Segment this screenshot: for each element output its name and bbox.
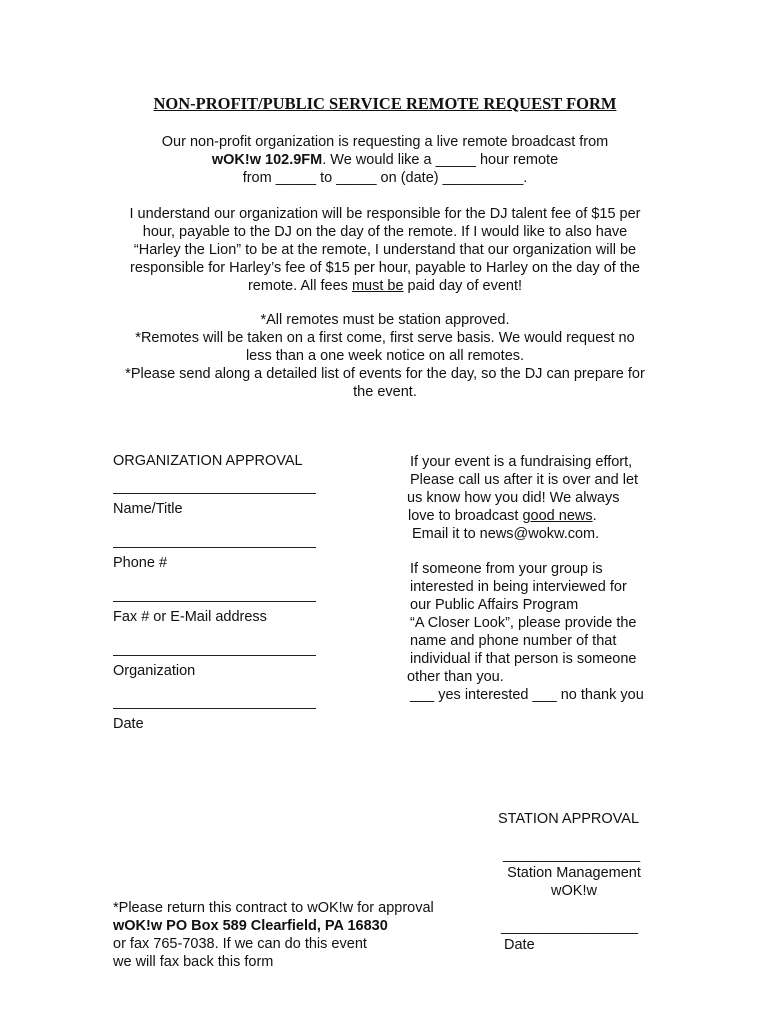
date-field[interactable] xyxy=(113,708,373,733)
note-line: Please call us after it is over and let xyxy=(410,472,639,488)
field-label: Date xyxy=(113,716,144,732)
name-title-field[interactable] xyxy=(113,493,373,518)
field-label: Fax # or E-Mail address xyxy=(113,609,267,625)
station-management-line[interactable]: _________________ xyxy=(503,847,641,863)
station-date-label: Date xyxy=(504,937,535,953)
rule-line: the event. xyxy=(353,384,417,400)
return-line: *Please return this contract to wOK!w for approval xyxy=(113,900,434,916)
return-line: we will fax back this form xyxy=(113,954,274,970)
station-address: wOK!w PO Box 589 Clearfield, PA 16830 xyxy=(113,918,388,934)
responsibility-line: hour, payable to the DJ on the day of the remote. If I would like to also have xyxy=(142,224,628,240)
intro-line: Our non-profit organization is requesting a live remote broadcast from xyxy=(161,134,609,150)
rule-line: *Please send along a detailed list of events for the day, so the DJ can prepare for xyxy=(125,366,645,382)
rule-line: *Remotes will be taken on a first come, first serve basis. We would request no xyxy=(135,330,635,346)
station-date-line[interactable]: _________________ xyxy=(501,919,639,935)
signature-line[interactable] xyxy=(113,601,316,602)
note-line: us know how you did! We always xyxy=(407,490,620,506)
intro-line xyxy=(100,151,670,169)
interview-choice[interactable]: ___ yes interested ___ no thank you xyxy=(410,687,644,703)
station-name: wOK!w 102.9FM xyxy=(211,152,323,168)
rules-paragraph xyxy=(90,311,680,401)
responsibility-line: responsible for Harley’s fee of $15 per hour, payable to Harley on the day of the xyxy=(130,260,640,276)
note-line: If someone from your group is xyxy=(410,561,603,577)
note-line: other than you. xyxy=(407,669,504,685)
note-line: our Public Affairs Program xyxy=(410,597,579,613)
fax-email-field[interactable] xyxy=(113,601,373,626)
organization-approval-heading: ORGANIZATION APPROVAL xyxy=(113,453,303,469)
fundraising-note xyxy=(407,453,667,543)
intro-line-text: . We would like a _____ hour remote xyxy=(322,152,559,168)
signature-line[interactable] xyxy=(113,655,316,656)
note-line xyxy=(407,507,667,525)
responsibility-line: “Harley the Lion” to be at the remote, I understand that our organization will be xyxy=(133,242,637,258)
rule-line: *All remotes must be station approved. xyxy=(260,312,510,328)
field-label: Phone # xyxy=(113,555,168,571)
signature-line[interactable] xyxy=(113,547,316,548)
return-instructions xyxy=(113,899,434,971)
intro-paragraph xyxy=(100,133,670,187)
intro-line: from _____ to _____ on (date) __________. xyxy=(242,170,528,186)
station-name-label: wOK!w xyxy=(551,883,597,899)
responsibility-paragraph xyxy=(95,205,675,295)
good-news-emphasis: good news xyxy=(522,508,593,524)
phone-field[interactable] xyxy=(113,547,373,572)
signature-line[interactable] xyxy=(113,708,316,709)
note-text: love to broadcast xyxy=(408,508,523,524)
note-line: individual if that person is someone xyxy=(410,651,637,667)
field-label: Name/Title xyxy=(113,501,183,517)
station-management-label: Station Management xyxy=(507,865,641,881)
organization-field[interactable] xyxy=(113,655,373,680)
form-title: NON-PROFIT/PUBLIC SERVICE REMOTE REQUEST FORM xyxy=(153,94,617,113)
responsibility-line xyxy=(95,277,675,295)
responsibility-line: I understand our organization will be responsible for the DJ talent fee of $15 per xyxy=(129,206,641,222)
field-label: Organization xyxy=(113,663,196,679)
note-text: . xyxy=(592,508,597,524)
note-line: name and phone number of that xyxy=(410,633,617,649)
note-line: If your event is a fundraising effort, xyxy=(410,454,633,470)
rule-line: less than a one week notice on all remotes. xyxy=(245,348,525,364)
signature-line[interactable] xyxy=(113,493,316,494)
responsibility-text: remote. All fees xyxy=(247,278,352,294)
note-line: “A Closer Look”, please provide the xyxy=(410,615,637,631)
note-line: interested in being interviewed for xyxy=(410,579,627,595)
news-email: Email it to news@wokw.com. xyxy=(412,526,600,542)
interview-note xyxy=(407,560,667,704)
responsibility-text: paid day of event! xyxy=(403,278,523,294)
must-be-emphasis: must be xyxy=(351,278,404,294)
station-approval-heading: STATION APPROVAL xyxy=(498,811,640,827)
return-line: or fax 765-7038. If we can do this event xyxy=(113,936,367,952)
